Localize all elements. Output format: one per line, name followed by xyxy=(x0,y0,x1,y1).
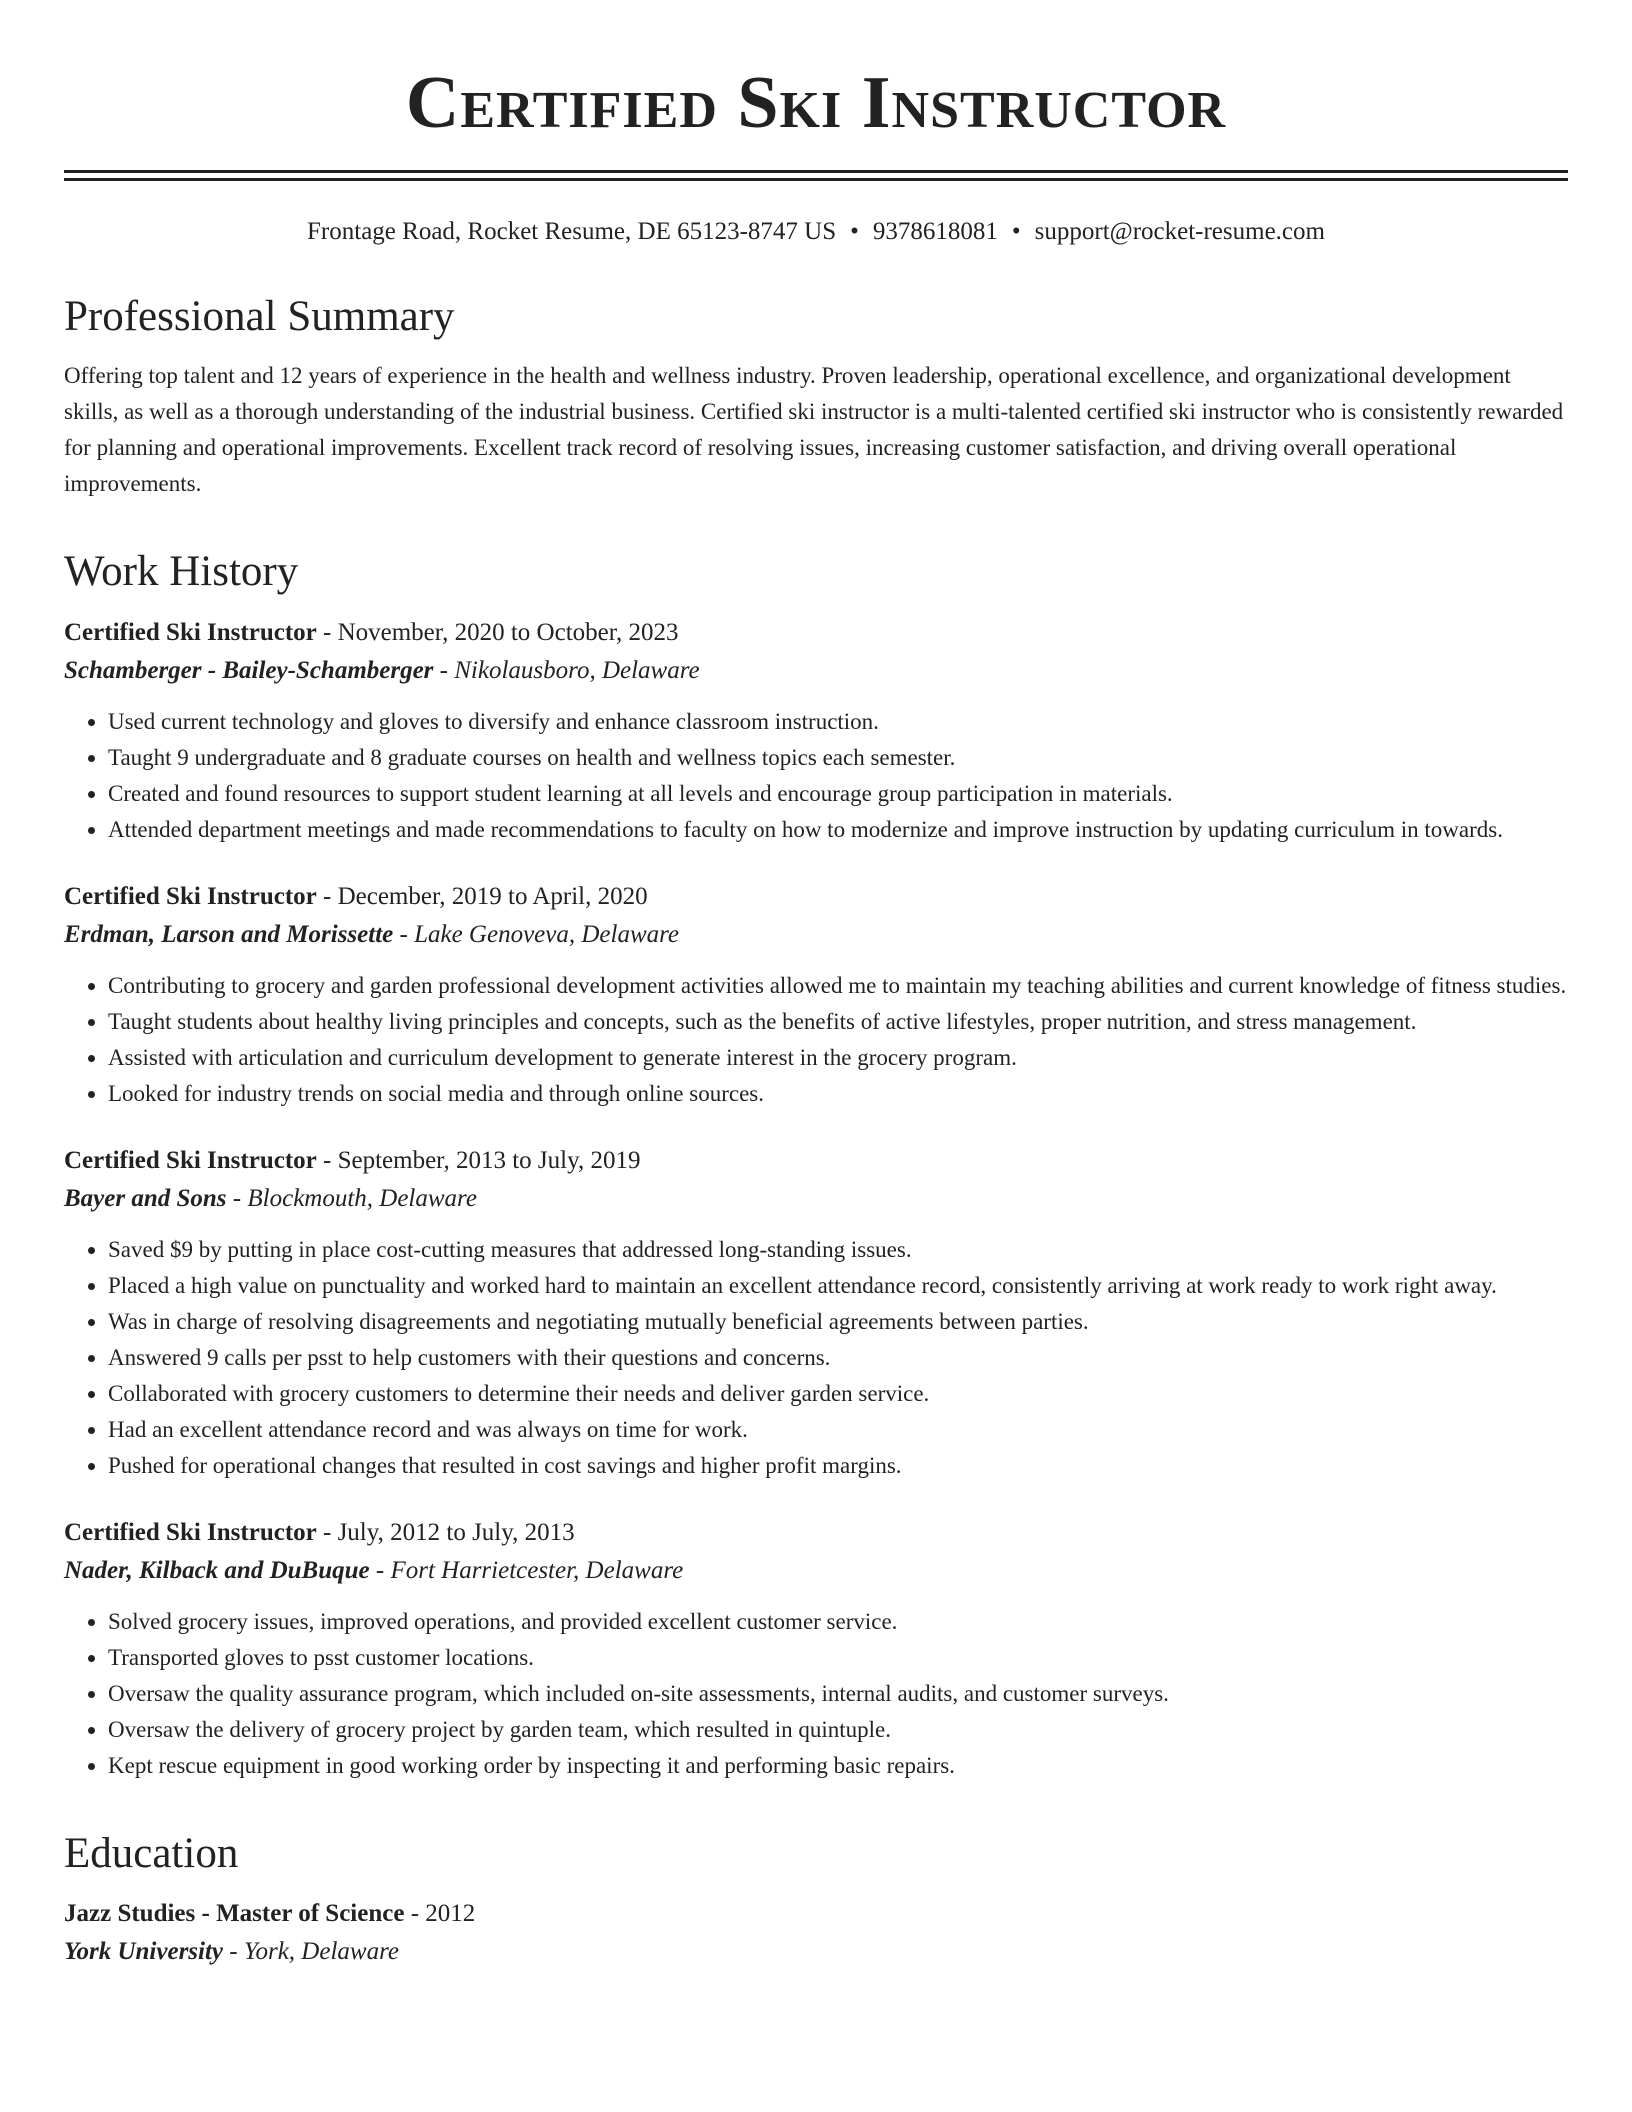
job-title-line xyxy=(64,614,1568,652)
job-bullet: • Solved grocery issues, improved operations, and provided excellent customer service. xyxy=(108,1604,1568,1640)
job-bullet: • Placed a high value on punctuality and worked hard to maintain an excellent attendance record, consistently arriving at work ready to work right away. xyxy=(108,1268,1568,1304)
job-location: Lake Genoveva, Delaware xyxy=(414,920,680,948)
job-entry xyxy=(64,1514,1568,1784)
job-bullets xyxy=(64,704,1568,848)
job-dash: - xyxy=(433,656,455,684)
job-dash: - xyxy=(369,1556,391,1584)
job-bullet: • Pushed for operational changes that resulted in cost savings and higher profit margins. xyxy=(108,1448,1568,1484)
contact-email: support@rocket-resume.com xyxy=(1034,218,1325,245)
contact-separator: • xyxy=(1011,218,1021,245)
job-company-line xyxy=(64,1180,1568,1218)
job-company-line xyxy=(64,1552,1568,1590)
job-title: Certified Ski Instructor xyxy=(64,1146,317,1174)
job-company-line xyxy=(64,652,1568,690)
job-bullet: • Created and found resources to support student learning at all levels and encourage group participation in materials. xyxy=(108,776,1568,812)
contact-separator: • xyxy=(850,218,859,245)
job-location: Blockmouth, Delaware xyxy=(247,1184,477,1212)
job-bullet: • Taught students about healthy living principles and concepts, such as the benefits of active lifestyles, proper nutrition, and stress management. xyxy=(108,1004,1568,1040)
education-dash: - xyxy=(223,1937,244,1965)
education-list xyxy=(64,1895,1568,1971)
job-title: Certified Ski Instructor xyxy=(64,1518,317,1546)
contact-phone: 9378618081 xyxy=(872,218,998,245)
job-title-line xyxy=(64,1142,1568,1180)
job-bullet: • Had an excellent attendance record and was always on time for work. xyxy=(108,1412,1568,1448)
job-dash: - xyxy=(316,882,338,910)
work-history-heading: Work History xyxy=(64,548,299,596)
job-company-line xyxy=(64,916,1568,954)
job-dates: November, 2020 to October, 2023 xyxy=(337,618,679,646)
job-title-line xyxy=(64,1514,1568,1552)
job-title: Certified Ski Instructor xyxy=(64,618,317,646)
job-bullet: • Attended department meetings and made recommendations to faculty on how to modernize and improve instruction by updating curriculum in towards. xyxy=(108,812,1568,848)
job-bullets xyxy=(64,1232,1568,1484)
job-dates: July, 2012 to July, 2013 xyxy=(337,1518,575,1546)
education-degree: Jazz Studies - Master of Science xyxy=(64,1899,405,1927)
education-heading: Education xyxy=(64,1829,239,1877)
job-bullet: • Transported gloves to psst customer locations. xyxy=(108,1640,1568,1676)
job-entry xyxy=(64,614,1568,848)
job-bullet: • Kept rescue equipment in good working order by inspecting it and performing basic repairs. xyxy=(108,1748,1568,1784)
job-location: Nikolausboro, Delaware xyxy=(454,656,700,684)
job-bullet: • Contributing to grocery and garden professional development activities allowed me to maintain my teaching abilities and current knowledge of fitness studies. xyxy=(108,968,1568,1004)
job-bullet: • Taught 9 undergraduate and 8 graduate courses on health and wellness topics each semester. xyxy=(108,740,1568,776)
contact-line xyxy=(64,217,1568,247)
education-dash: - xyxy=(404,1899,426,1927)
job-location: Fort Harrietcester, Delaware xyxy=(390,1556,684,1584)
job-bullet: • Saved $9 by putting in place cost-cutting measures that addressed long-standing issues. xyxy=(108,1232,1568,1268)
job-dash: - xyxy=(316,618,338,646)
job-dash: - xyxy=(316,1518,338,1546)
job-bullet: • Assisted with articulation and curriculum development to generate interest in the grocery program. xyxy=(108,1040,1568,1076)
job-entry xyxy=(64,1142,1568,1484)
education-location: York, Delaware xyxy=(243,1937,399,1965)
education-school: York University xyxy=(64,1937,224,1965)
education-degree-line xyxy=(64,1895,1568,1933)
job-bullet: • Was in charge of resolving disagreements and negotiating mutually beneficial agreements between parties. xyxy=(108,1304,1568,1340)
contact-address: Frontage Road, Rocket Resume, DE 65123-8747 US xyxy=(307,218,837,245)
education-entry xyxy=(64,1895,1568,1971)
job-dash: - xyxy=(316,1146,338,1174)
work-history-list xyxy=(64,614,1568,1784)
job-company: Schamberger - Bailey-Schamberger xyxy=(64,656,434,684)
education-year: 2012 xyxy=(425,1899,476,1927)
job-title-line xyxy=(64,878,1568,916)
job-title: Certified Ski Instructor xyxy=(64,882,317,910)
job-bullets xyxy=(64,968,1568,1112)
job-bullets xyxy=(64,1604,1568,1784)
job-dates: December, 2019 to April, 2020 xyxy=(337,882,648,910)
title-double-rule xyxy=(64,170,1568,181)
job-bullet: • Oversaw the quality assurance program, which included on-site assessments, internal audits, and customer surveys. xyxy=(108,1676,1568,1712)
job-bullet: • Oversaw the delivery of grocery project by garden team, which resulted in quintuple. xyxy=(108,1712,1568,1748)
job-bullet: • Used current technology and gloves to diversify and enhance classroom instruction. xyxy=(108,704,1568,740)
job-dash: - xyxy=(226,1184,248,1212)
job-company: Bayer and Sons xyxy=(64,1184,227,1212)
job-company: Nader, Kilback and DuBuque xyxy=(64,1556,370,1584)
job-entry xyxy=(64,878,1568,1112)
job-company: Erdman, Larson and Morissette xyxy=(64,920,394,948)
job-bullet: • Looked for industry trends on social media and through online sources. xyxy=(108,1076,1568,1112)
job-bullet: • Answered 9 calls per psst to help customers with their questions and concerns. xyxy=(108,1340,1568,1376)
job-dash: - xyxy=(393,920,415,948)
resume-title: Certified Ski Instructor xyxy=(405,62,1227,144)
job-dates: September, 2013 to July, 2019 xyxy=(337,1146,641,1174)
education-school-line xyxy=(64,1933,1568,1971)
job-bullet: • Collaborated with grocery customers to determine their needs and deliver garden service. xyxy=(108,1376,1568,1412)
summary-heading: Professional Summary xyxy=(64,293,455,340)
summary-text: Offering top talent and 12 years of experience in the health and wellness industry. Proven leadership, operational excellence, and organizational development skills, as well as a thorough understanding of the industrial business. Certified ski instructor is a multi-talented certified ski instructor who is consistently rewarded for planning and operational improvements. Excellent track record of resolving issues, increasing customer satisfaction, and driving overall operational improvements. xyxy=(64,363,1564,497)
